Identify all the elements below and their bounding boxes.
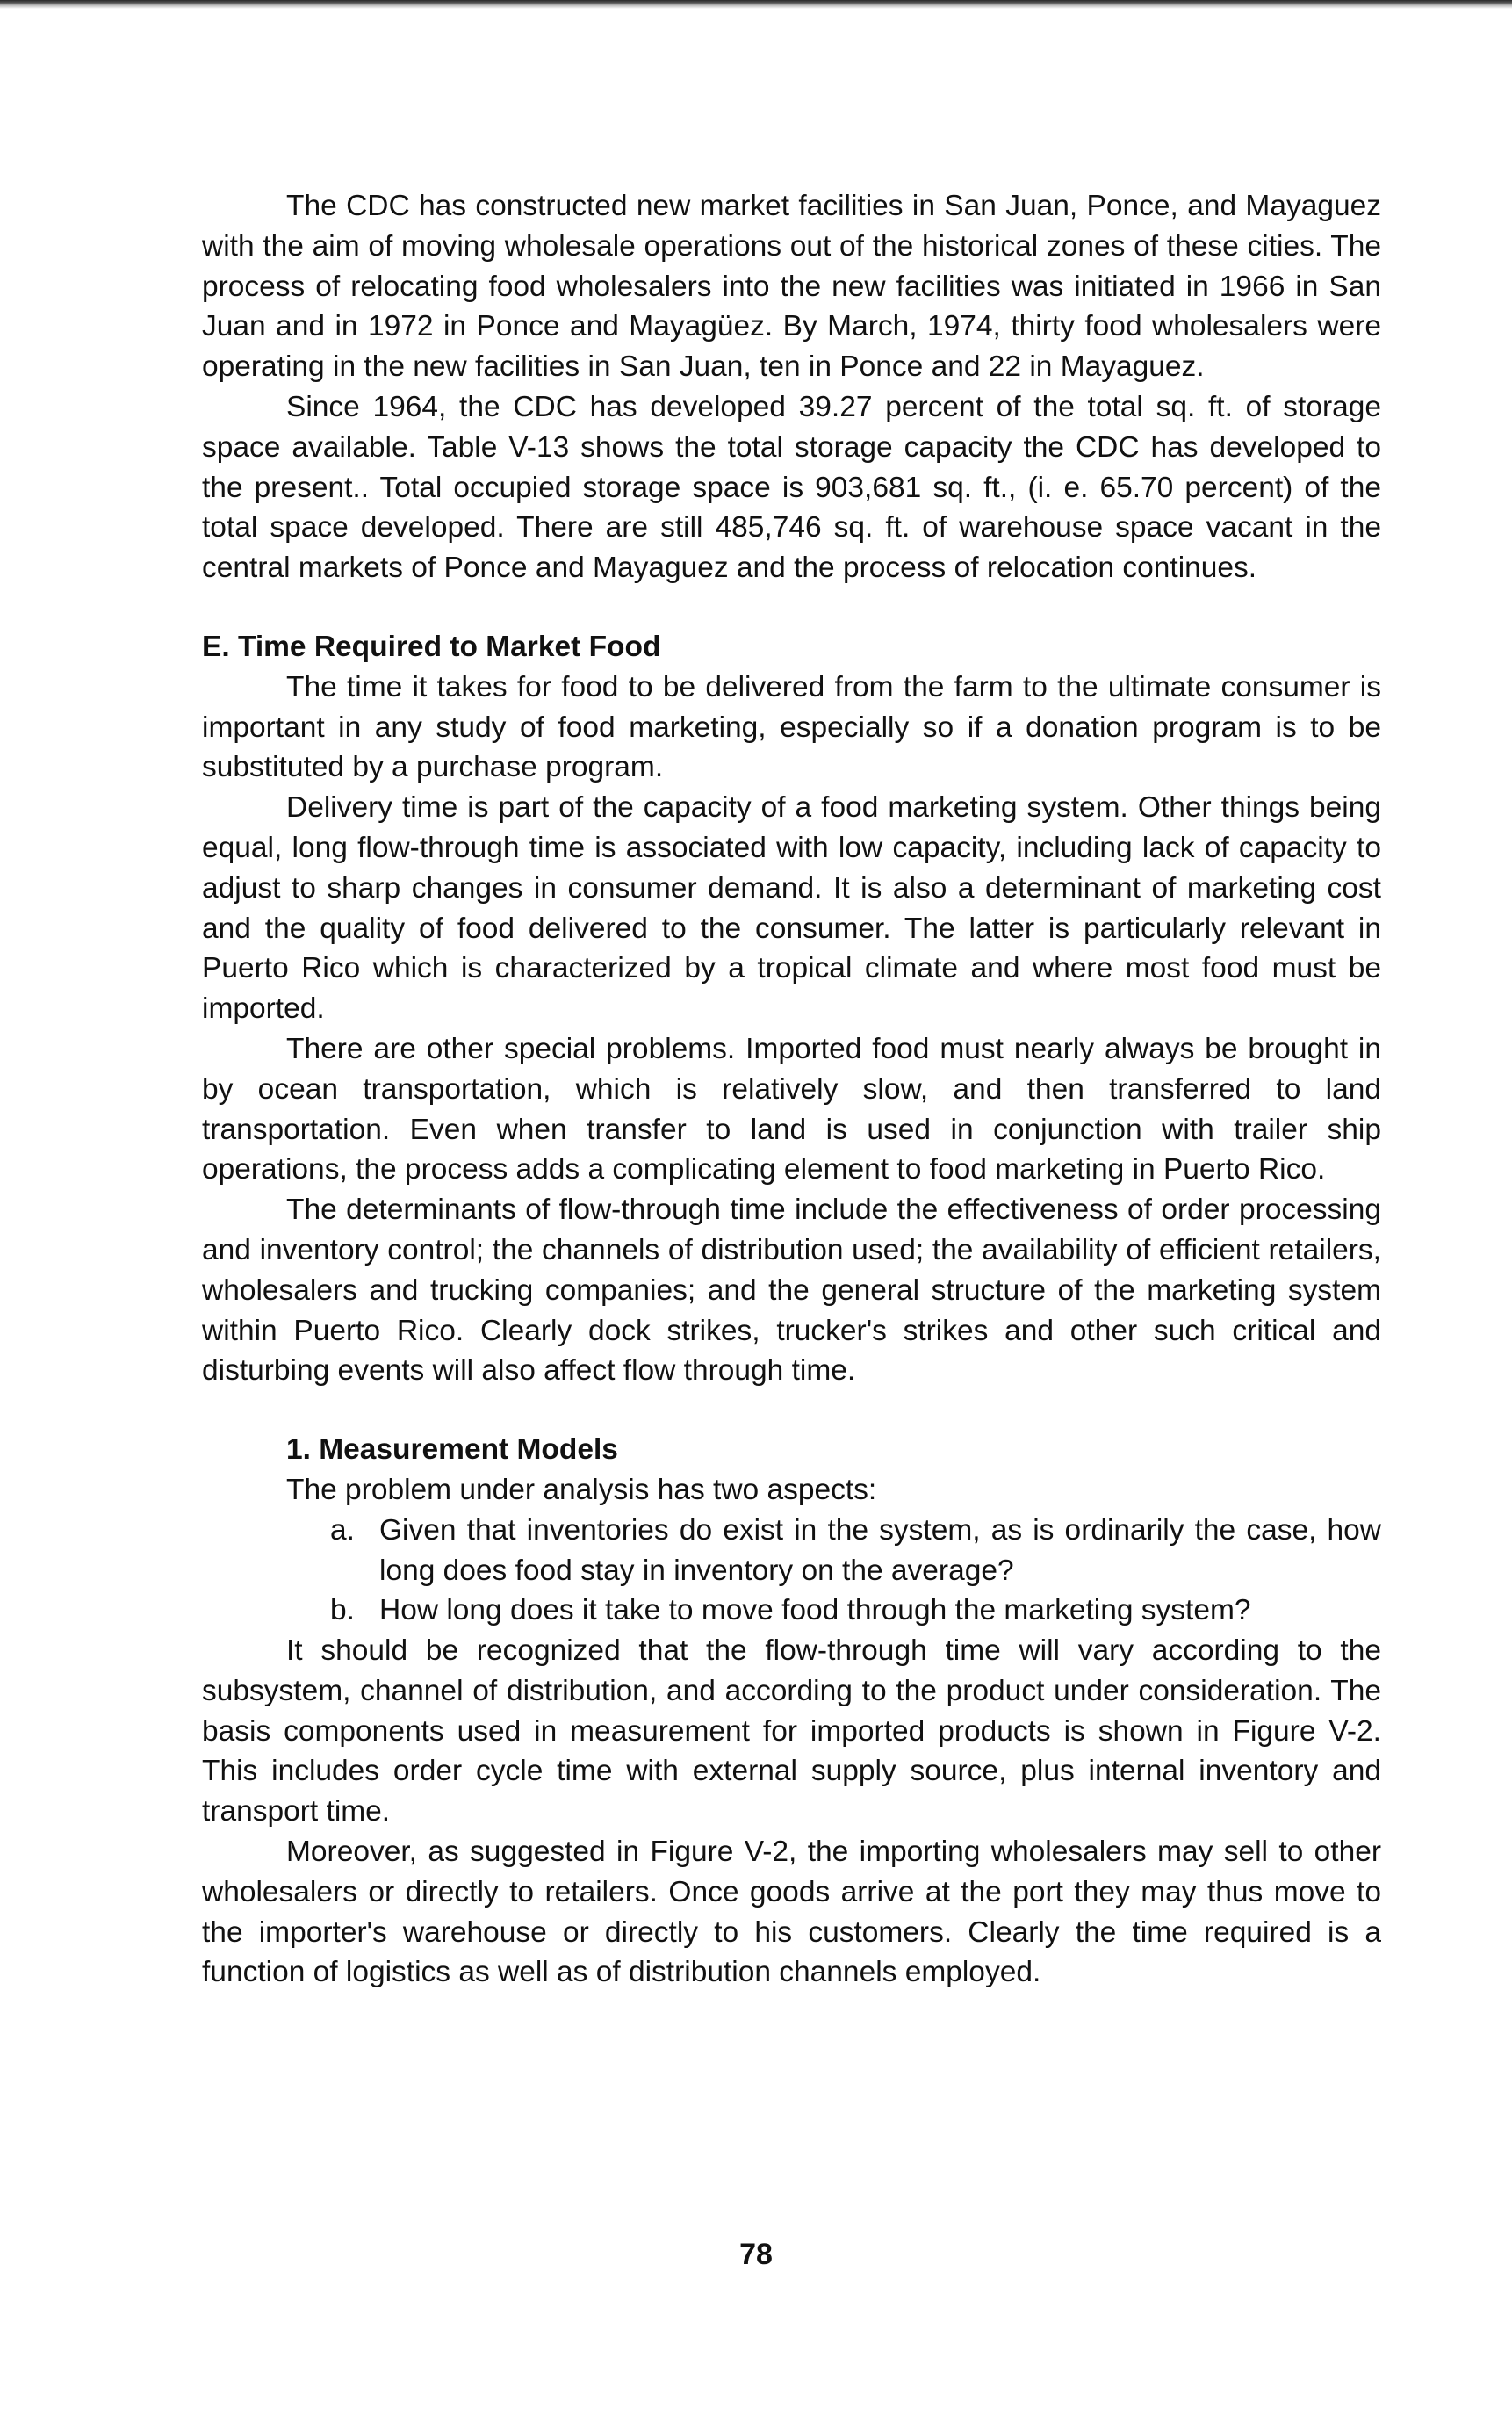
list-item-text: Given that inventories do exist in the system, as is ordinarily the case, how long does food stay in inventory on the average?	[379, 1513, 1381, 1587]
page-body	[202, 186, 1381, 1993]
paragraph-importing-wholesalers: Moreover, as suggested in Figure V-2, the importing wholesalers may sell to other wholesalers or directly to retailers. Once goods arrive at the port they may thus move to the importer's warehouse or directly to his customers. Clearly the time required is a function of logistics as well as of distribution channels employed.	[202, 1836, 1381, 1989]
list-item-text: How long does it take to move food through the marketing system?	[379, 1594, 1251, 1627]
paragraph-determinants: The determinants of flow-through time include the effectiveness of order processing and inventory control; the channels of distribution used; the availability of efficient retailers, wholesalers and trucking companies; and the general structure of the marketing system within Puerto Rico. Clearly dock strikes, trucker's strikes and other such critical and disturbing events will also affect flow through time.	[202, 1194, 1381, 1388]
aspects-list	[202, 1511, 1381, 1631]
section-heading-time-required: E. Time Required to Market Food	[202, 630, 661, 663]
paragraph-special-problems: There are other special problems. Imported food must nearly always be brought in by ocean transportation, which is relatively slow, and then transferred to land transportation. Even when transfer to land is used in conjunction with trailer ship operations, the process adds a complicating element to food marketing in Puerto Rico.	[202, 1032, 1381, 1186]
page-number: 78	[739, 2238, 773, 2271]
paragraph-cdc-facilities: The CDC has constructed new market facilities in San Juan, Ponce, and Mayaguez with the aim of moving wholesale operations out of the historical zones of these cities. The process of relocating food wholesalers into the new facilities was initiated in 1966 in San Juan and in 1972 in Ponce and Mayagüez. By March, 1974, thirty food wholesalers were operating in the new facilities in San Juan, ten in Ponce and 22 in Mayaguez.	[202, 190, 1381, 384]
list-item	[330, 1590, 1381, 1631]
subsection-heading-measurement-models: 1. Measurement Models	[286, 1433, 618, 1467]
paragraph-delivery-capacity: Delivery time is part of the capacity of a food marketing system. Other things being equal, long flow-through time is associated with low capacity, including lack of capacity to adjust to sharp changes in consumer demand. It is also a determinant of marketing cost and the quality of food delivered to the consumer. The latter is particularly relevant in Puerto Rico which is characterized by a tropical climate and where most food must be imported.	[202, 791, 1381, 1026]
aspects-intro: The problem under analysis has two aspects:	[286, 1473, 877, 1506]
paragraph-flow-through-variation: It should be recognized that the flow-through time will vary according to the subsystem, channel of distribution, and according to the product under consideration. The basis components used in measurement for imported products is shown in Figure V-2. This includes order cycle time with external supply source, plus internal inventory and transport time.	[202, 1634, 1381, 1828]
list-marker: b.	[330, 1594, 355, 1627]
list-marker: a.	[330, 1513, 355, 1547]
scan-top-edge	[0, 0, 1512, 9]
paragraph-storage-space: Since 1964, the CDC has developed 39.27 percent of the total sq. ft. of storage space available. Table V-13 shows the total storage capacity the CDC has developed to the present.. Total occupied storage space is 903,681 sq. ft., (i. e. 65.70 percent) of the total space developed. There are still 485,746 sq. ft. of warehouse space vacant in the central markets of Ponce and Mayaguez and the process of relocation continues.	[202, 390, 1381, 585]
list-item	[330, 1511, 1381, 1591]
paragraph-delivery-importance: The time it takes for food to be delivered from the farm to the ultimate consumer is important in any study of food marketing, especially so if a donation program is to be substituted by a purchase program.	[202, 670, 1381, 784]
